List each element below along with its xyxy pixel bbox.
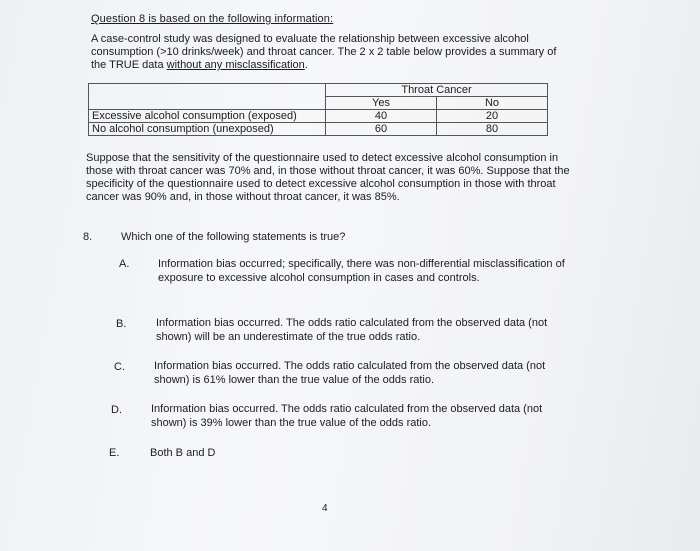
option-b-letter: B. [116, 318, 127, 330]
table-cell-no: 20 [437, 110, 548, 123]
table-row [89, 123, 548, 136]
scenario-paragraph: Suppose that the sensitivity of the questionnaire used to detect excessive alcohol consumption in those with throat cancer was 70% and, in those without throat cancer, it was 60%. Suppose that the specificity of the questionnaire used to detect excessive alcohol consumption in those with throat cancer was 90% and, in those without throat cancer, it was 85%. [86, 152, 570, 203]
table-corner-cell [89, 84, 326, 97]
question-text: Which one of the following statements is true? [121, 231, 346, 243]
table-corner-cell-lower [89, 97, 326, 110]
option-e-letter: E. [109, 447, 120, 459]
option-a-letter: A. [119, 258, 130, 270]
intro-text: A case-control study was designed to evaluate the relationship between excessive alcohol consumption (>10 drinks/week) and throat cancer. The 2 x 2 table below provides a summary of the TRUE data [91, 33, 557, 71]
intro-underlined: without any misclassification [166, 59, 305, 71]
table-row-label: Excessive alcohol consumption (exposed) [89, 110, 326, 123]
table-cell-yes: 60 [326, 123, 437, 136]
section-heading: Question 8 is based on the following information: [91, 13, 334, 25]
intro-paragraph [91, 33, 561, 72]
table-col-yes: Yes [326, 97, 437, 110]
option-c-text: Information bias occurred. The odds ratio calculated from the observed data (not shown) is 61% lower than the true value of the odds ratio. [154, 360, 546, 386]
option-a-text: Information bias occurred; specifically, there was non-differential misclassification of exposure to excessive alcohol consumption in cases and controls. [158, 258, 565, 284]
two-by-two-table [88, 83, 548, 136]
option-e-text: Both B and D [150, 447, 216, 459]
question-number: 8. [83, 231, 93, 243]
table-cell-no: 80 [437, 123, 548, 136]
table-group-header: Throat Cancer [326, 84, 548, 97]
option-b-text: Information bias occurred. The odds ratio calculated from the observed data (not shown) will be an underestimate of the true odds ratio. [156, 317, 548, 343]
option-d-letter: D. [111, 404, 122, 416]
page-number: 4 [322, 503, 328, 514]
option-d-text: Information bias occurred. The odds ratio calculated from the observed data (not shown) is 39% lower than the true value of the odds ratio. [151, 403, 543, 429]
table-cell-yes: 40 [326, 110, 437, 123]
table-column-header-row [89, 97, 548, 110]
intro-end: . [304, 59, 308, 71]
table-row [89, 110, 548, 123]
table-col-no: No [437, 97, 548, 110]
option-c-letter: C. [114, 361, 125, 373]
table-group-header-row [89, 84, 548, 97]
table-row-label: No alcohol consumption (unexposed) [89, 123, 326, 136]
